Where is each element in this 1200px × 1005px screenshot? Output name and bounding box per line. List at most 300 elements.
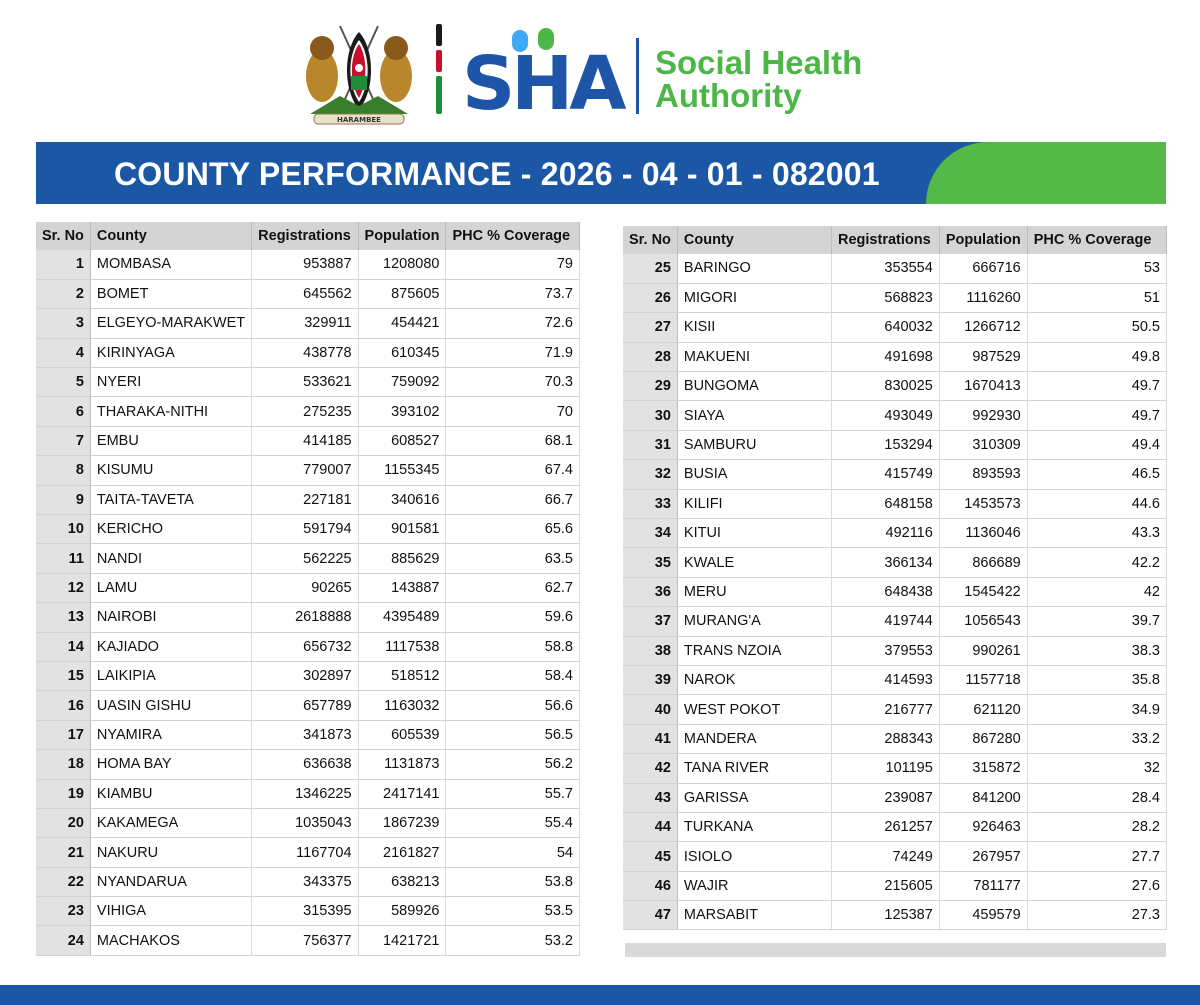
population-cell: 1421721 (358, 926, 446, 955)
county-table-right (623, 226, 1167, 930)
header-phc-coverage: PHC % Coverage (1027, 226, 1166, 254)
table-row (623, 342, 1167, 371)
sr-no-cell: 24 (36, 926, 90, 955)
table-row (623, 665, 1167, 694)
population-cell: 875605 (358, 279, 446, 308)
county-cell: TANA RIVER (677, 754, 831, 783)
coverage-cell: 56.6 (446, 691, 580, 720)
coverage-cell: 62.7 (446, 573, 580, 602)
table-row (36, 926, 580, 955)
population-cell: 885629 (358, 544, 446, 573)
county-cell: KISII (677, 313, 831, 342)
sr-no-cell: 15 (36, 661, 90, 690)
county-cell: NYERI (90, 368, 251, 397)
county-cell: NYAMIRA (90, 720, 251, 749)
county-cell: BUNGOMA (677, 372, 831, 401)
coverage-cell: 73.7 (446, 279, 580, 308)
registrations-cell: 645562 (252, 279, 358, 308)
population-cell: 1116260 (939, 283, 1027, 312)
table-row (623, 724, 1167, 753)
county-cell: KISUMU (90, 456, 251, 485)
population-cell: 1545422 (939, 577, 1027, 606)
registrations-cell: 227181 (252, 485, 358, 514)
coverage-cell: 58.8 (446, 632, 580, 661)
sr-no-cell: 17 (36, 720, 90, 749)
registrations-cell: 640032 (832, 313, 940, 342)
registrations-cell: 1167704 (252, 838, 358, 867)
sr-no-cell: 36 (623, 577, 677, 606)
table-row (36, 897, 580, 926)
kenya-flag-bars (436, 24, 442, 118)
sr-no-cell: 27 (623, 313, 677, 342)
coverage-cell: 55.7 (446, 779, 580, 808)
county-cell: KILIFI (677, 489, 831, 518)
population-cell: 1266712 (939, 313, 1027, 342)
population-cell: 459579 (939, 901, 1027, 930)
coverage-cell: 27.3 (1027, 901, 1166, 930)
registrations-cell: 74249 (832, 842, 940, 871)
sr-no-cell: 28 (623, 342, 677, 371)
sr-no-cell: 35 (623, 548, 677, 577)
registrations-cell: 1035043 (252, 808, 358, 837)
table-row (36, 338, 580, 367)
registrations-cell: 216777 (832, 695, 940, 724)
county-cell: SIAYA (677, 401, 831, 430)
county-cell: ISIOLO (677, 842, 831, 871)
sr-no-cell: 38 (623, 636, 677, 665)
population-cell: 267957 (939, 842, 1027, 871)
registrations-cell: 830025 (832, 372, 940, 401)
population-cell: 1157718 (939, 665, 1027, 694)
population-cell: 867280 (939, 724, 1027, 753)
registrations-cell: 438778 (252, 338, 358, 367)
table-row (36, 397, 580, 426)
county-cell: GARISSA (677, 783, 831, 812)
population-cell: 666716 (939, 254, 1027, 283)
county-cell: TRANS NZOIA (677, 636, 831, 665)
table-row (36, 838, 580, 867)
page-title: COUNTY PERFORMANCE - 2026 - 04 - 01 - 082001 (114, 156, 880, 192)
sr-no-cell: 10 (36, 515, 90, 544)
registrations-cell: 414185 (252, 426, 358, 455)
table-row (623, 783, 1167, 812)
population-cell: 1155345 (358, 456, 446, 485)
table-row (36, 426, 580, 455)
sr-no-cell: 33 (623, 489, 677, 518)
sr-no-cell: 8 (36, 456, 90, 485)
coverage-cell: 63.5 (446, 544, 580, 573)
logo-divider (636, 38, 639, 114)
registrations-cell: 491698 (832, 342, 940, 371)
logo-wordmark: SHA (462, 41, 623, 127)
registrations-cell: 953887 (252, 250, 358, 279)
table-row (623, 254, 1167, 283)
population-cell: 589926 (358, 897, 446, 926)
population-cell: 1131873 (358, 750, 446, 779)
population-cell: 454421 (358, 309, 446, 338)
sr-no-cell: 32 (623, 460, 677, 489)
table-row (623, 283, 1167, 312)
population-cell: 1670413 (939, 372, 1027, 401)
county-cell: BOMET (90, 279, 251, 308)
sr-no-cell: 2 (36, 279, 90, 308)
sr-no-cell: 4 (36, 338, 90, 367)
county-cell: KAKAMEGA (90, 808, 251, 837)
organization-name (655, 46, 862, 112)
population-cell: 315872 (939, 754, 1027, 783)
population-cell: 841200 (939, 783, 1027, 812)
coverage-cell: 46.5 (1027, 460, 1166, 489)
table-row (36, 632, 580, 661)
population-cell: 866689 (939, 548, 1027, 577)
table-row (623, 812, 1167, 841)
county-cell: TURKANA (677, 812, 831, 841)
registrations-cell: 275235 (252, 397, 358, 426)
population-cell: 1208080 (358, 250, 446, 279)
table-row (623, 577, 1167, 606)
sr-no-cell: 6 (36, 397, 90, 426)
population-cell: 638213 (358, 867, 446, 896)
population-cell: 893593 (939, 460, 1027, 489)
header-county: County (677, 226, 831, 254)
table-row (36, 485, 580, 514)
sr-no-cell: 34 (623, 519, 677, 548)
county-cell: KWALE (677, 548, 831, 577)
table-row (623, 401, 1167, 430)
coverage-cell: 70 (446, 397, 580, 426)
coverage-cell: 49.7 (1027, 372, 1166, 401)
table-row (36, 573, 580, 602)
population-cell: 926463 (939, 812, 1027, 841)
county-cell: MURANG'A (677, 607, 831, 636)
coverage-cell: 49.7 (1027, 401, 1166, 430)
county-cell: MAKUENI (677, 342, 831, 371)
registrations-cell: 414593 (832, 665, 940, 694)
registrations-cell: 101195 (832, 754, 940, 783)
population-cell: 987529 (939, 342, 1027, 371)
table-row (623, 460, 1167, 489)
county-cell: NYANDARUA (90, 867, 251, 896)
coverage-cell: 51 (1027, 283, 1166, 312)
registrations-cell: 657789 (252, 691, 358, 720)
registrations-cell: 779007 (252, 456, 358, 485)
sr-no-cell: 11 (36, 544, 90, 573)
registrations-cell: 90265 (252, 573, 358, 602)
registrations-cell: 591794 (252, 515, 358, 544)
table-row (36, 603, 580, 632)
registrations-cell: 493049 (832, 401, 940, 430)
coverage-cell: 38.3 (1027, 636, 1166, 665)
registrations-cell: 329911 (252, 309, 358, 338)
sr-no-cell: 47 (623, 901, 677, 930)
population-cell: 990261 (939, 636, 1027, 665)
population-cell: 4395489 (358, 603, 446, 632)
title-banner (36, 142, 1166, 204)
sr-no-cell: 43 (623, 783, 677, 812)
county-cell: NAIROBI (90, 603, 251, 632)
table-header-row (36, 222, 580, 250)
population-cell: 518512 (358, 661, 446, 690)
coverage-cell: 65.6 (446, 515, 580, 544)
registrations-cell: 636638 (252, 750, 358, 779)
registrations-cell: 648438 (832, 577, 940, 606)
county-cell: SAMBURU (677, 430, 831, 459)
county-cell: HOMA BAY (90, 750, 251, 779)
county-table-left (36, 222, 580, 956)
coverage-cell: 53.5 (446, 897, 580, 926)
population-cell: 2161827 (358, 838, 446, 867)
population-cell: 1056543 (939, 607, 1027, 636)
table-row (36, 309, 580, 338)
coverage-cell: 27.7 (1027, 842, 1166, 871)
population-cell: 781177 (939, 871, 1027, 900)
county-cell: LAIKIPIA (90, 661, 251, 690)
sr-no-cell: 1 (36, 250, 90, 279)
page-header (0, 0, 1200, 140)
registrations-cell: 415749 (832, 460, 940, 489)
table-row (36, 750, 580, 779)
county-cell: MANDERA (677, 724, 831, 753)
table-row (36, 279, 580, 308)
sr-no-cell: 20 (36, 808, 90, 837)
registrations-cell: 239087 (832, 783, 940, 812)
registrations-cell: 315395 (252, 897, 358, 926)
coverage-cell: 55.4 (446, 808, 580, 837)
county-cell: THARAKA-NITHI (90, 397, 251, 426)
population-cell: 1163032 (358, 691, 446, 720)
sr-no-cell: 29 (623, 372, 677, 401)
coverage-cell: 72.6 (446, 309, 580, 338)
sr-no-cell: 40 (623, 695, 677, 724)
population-cell: 1867239 (358, 808, 446, 837)
coverage-cell: 49.8 (1027, 342, 1166, 371)
coverage-cell: 42.2 (1027, 548, 1166, 577)
sha-logo (462, 28, 632, 127)
table-row (36, 808, 580, 837)
header-sr-no: Sr. No (36, 222, 90, 250)
title-banner-accent (926, 142, 1166, 204)
population-cell: 605539 (358, 720, 446, 749)
registrations-cell: 302897 (252, 661, 358, 690)
county-cell: MARSABIT (677, 901, 831, 930)
table-row (623, 607, 1167, 636)
sr-no-cell: 46 (623, 871, 677, 900)
coverage-cell: 79 (446, 250, 580, 279)
table-row (36, 691, 580, 720)
population-cell: 1117538 (358, 632, 446, 661)
registrations-cell: 419744 (832, 607, 940, 636)
table-row (36, 456, 580, 485)
registrations-cell: 656732 (252, 632, 358, 661)
sr-no-cell: 31 (623, 430, 677, 459)
table-row (36, 867, 580, 896)
sr-no-cell: 41 (623, 724, 677, 753)
county-cell: UASIN GISHU (90, 691, 251, 720)
sr-no-cell: 16 (36, 691, 90, 720)
header-phc-coverage: PHC % Coverage (446, 222, 580, 250)
coverage-cell: 35.8 (1027, 665, 1166, 694)
table-row (36, 779, 580, 808)
population-cell: 393102 (358, 397, 446, 426)
header-registrations: Registrations (832, 226, 940, 254)
organization-name-line2: Authority (655, 77, 802, 114)
registrations-cell: 366134 (832, 548, 940, 577)
coverage-cell: 54 (446, 838, 580, 867)
table-row (623, 901, 1167, 930)
registrations-cell: 568823 (832, 283, 940, 312)
registrations-cell: 261257 (832, 812, 940, 841)
sr-no-cell: 44 (623, 812, 677, 841)
county-cell: BARINGO (677, 254, 831, 283)
registrations-cell: 648158 (832, 489, 940, 518)
table-row (623, 754, 1167, 783)
table-row (623, 548, 1167, 577)
sr-no-cell: 37 (623, 607, 677, 636)
registrations-cell: 2618888 (252, 603, 358, 632)
coverage-cell: 66.7 (446, 485, 580, 514)
table-row (36, 368, 580, 397)
county-cell: NAROK (677, 665, 831, 694)
registrations-cell: 353554 (832, 254, 940, 283)
county-cell: KIAMBU (90, 779, 251, 808)
registrations-cell: 343375 (252, 867, 358, 896)
coverage-cell: 27.6 (1027, 871, 1166, 900)
population-cell: 992930 (939, 401, 1027, 430)
sr-no-cell: 3 (36, 309, 90, 338)
coverage-cell: 53 (1027, 254, 1166, 283)
coat-of-arms-icon (300, 18, 418, 128)
coverage-cell: 59.6 (446, 603, 580, 632)
table-row (36, 661, 580, 690)
coverage-cell: 43.3 (1027, 519, 1166, 548)
table-footer-bar (625, 943, 1166, 957)
population-cell: 759092 (358, 368, 446, 397)
table-header-row (623, 226, 1167, 254)
population-cell: 1453573 (939, 489, 1027, 518)
sr-no-cell: 26 (623, 283, 677, 312)
coverage-cell: 39.7 (1027, 607, 1166, 636)
county-cell: KAJIADO (90, 632, 251, 661)
registrations-cell: 215605 (832, 871, 940, 900)
coverage-cell: 50.5 (1027, 313, 1166, 342)
county-cell: KIRINYAGA (90, 338, 251, 367)
population-cell: 621120 (939, 695, 1027, 724)
sr-no-cell: 30 (623, 401, 677, 430)
coverage-cell: 70.3 (446, 368, 580, 397)
county-cell: WEST POKOT (677, 695, 831, 724)
coverage-cell: 58.4 (446, 661, 580, 690)
coverage-cell: 33.2 (1027, 724, 1166, 753)
sr-no-cell: 42 (623, 754, 677, 783)
sr-no-cell: 39 (623, 665, 677, 694)
sr-no-cell: 9 (36, 485, 90, 514)
header-population: Population (358, 222, 446, 250)
county-cell: NANDI (90, 544, 251, 573)
population-cell: 143887 (358, 573, 446, 602)
sr-no-cell: 13 (36, 603, 90, 632)
organization-name-line1: Social Health (655, 44, 863, 81)
registrations-cell: 1346225 (252, 779, 358, 808)
coverage-cell: 68.1 (446, 426, 580, 455)
sr-no-cell: 45 (623, 842, 677, 871)
registrations-cell: 562225 (252, 544, 358, 573)
population-cell: 340616 (358, 485, 446, 514)
table-row (623, 871, 1167, 900)
county-cell: KERICHO (90, 515, 251, 544)
sr-no-cell: 21 (36, 838, 90, 867)
coat-motto: HARAMBEE (337, 116, 381, 124)
county-cell: TAITA-TAVETA (90, 485, 251, 514)
county-cell: EMBU (90, 426, 251, 455)
sr-no-cell: 19 (36, 779, 90, 808)
county-cell: VIHIGA (90, 897, 251, 926)
coverage-cell: 71.9 (446, 338, 580, 367)
county-cell: BUSIA (677, 460, 831, 489)
county-cell: KITUI (677, 519, 831, 548)
table-row (623, 489, 1167, 518)
coverage-cell: 34.9 (1027, 695, 1166, 724)
page-footer-bar (0, 985, 1200, 1005)
population-cell: 2417141 (358, 779, 446, 808)
table-row (36, 544, 580, 573)
coverage-cell: 49.4 (1027, 430, 1166, 459)
sr-no-cell: 5 (36, 368, 90, 397)
population-cell: 310309 (939, 430, 1027, 459)
sr-no-cell: 14 (36, 632, 90, 661)
table-row (36, 515, 580, 544)
county-cell: NAKURU (90, 838, 251, 867)
registrations-cell: 756377 (252, 926, 358, 955)
registrations-cell: 288343 (832, 724, 940, 753)
registrations-cell: 379553 (832, 636, 940, 665)
county-cell: MOMBASA (90, 250, 251, 279)
coverage-cell: 44.6 (1027, 489, 1166, 518)
coverage-cell: 56.2 (446, 750, 580, 779)
sr-no-cell: 25 (623, 254, 677, 283)
table-row (623, 636, 1167, 665)
county-cell: ELGEYO-MARAKWET (90, 309, 251, 338)
table-row (623, 519, 1167, 548)
county-cell: WAJIR (677, 871, 831, 900)
population-cell: 1136046 (939, 519, 1027, 548)
county-cell: MIGORI (677, 283, 831, 312)
header-sr-no: Sr. No (623, 226, 677, 254)
coverage-cell: 28.2 (1027, 812, 1166, 841)
registrations-cell: 492116 (832, 519, 940, 548)
sr-no-cell: 22 (36, 867, 90, 896)
registrations-cell: 125387 (832, 901, 940, 930)
registrations-cell: 341873 (252, 720, 358, 749)
coverage-cell: 42 (1027, 577, 1166, 606)
table-row (36, 250, 580, 279)
county-cell: LAMU (90, 573, 251, 602)
header-population: Population (939, 226, 1027, 254)
table-row (623, 372, 1167, 401)
header-registrations: Registrations (252, 222, 358, 250)
registrations-cell: 533621 (252, 368, 358, 397)
table-row (623, 430, 1167, 459)
population-cell: 901581 (358, 515, 446, 544)
county-cell: MACHAKOS (90, 926, 251, 955)
sr-no-cell: 23 (36, 897, 90, 926)
coverage-cell: 28.4 (1027, 783, 1166, 812)
population-cell: 610345 (358, 338, 446, 367)
table-row (623, 695, 1167, 724)
registrations-cell: 153294 (832, 430, 940, 459)
coverage-cell: 32 (1027, 754, 1166, 783)
county-cell: MERU (677, 577, 831, 606)
coverage-cell: 67.4 (446, 456, 580, 485)
